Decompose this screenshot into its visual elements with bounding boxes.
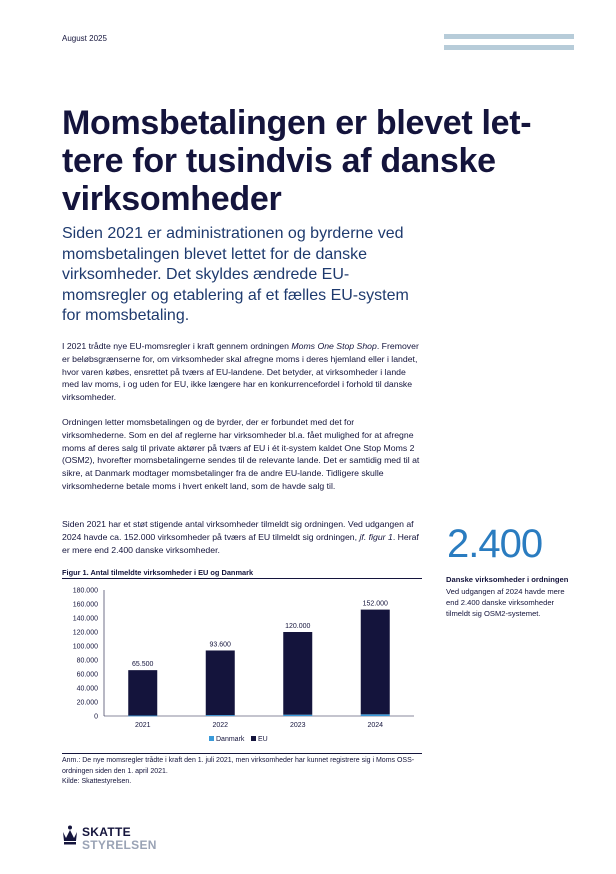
legend-label: Danmark — [216, 736, 245, 743]
y-tick-label: 0 — [94, 713, 98, 721]
body-paragraph-1: I 2021 trådte nye EU-momsregler i kraft gennem ordningen Moms One Stop Shop. Fremover er beløbsgrænserne for, om virksomheder skal afregne moms i deres hjemland eller i landet, hvor varen købes, ensrettet på tværs af EU-landene. Det betyder, at virksomheder i lande med lav moms, i og uden for EU, ikke længere har en konkurrencefordel i forhold til danske virksomheder. — [62, 341, 419, 403]
body-paragraph-2: Ordningen letter momsbetalingen og de byrder, der er forbundet med det for virksomhederne. Som en del af reglerne har virksomheder bl.a. fået mulighed for at afregne moms af deres salg til private aktører på tværs af EU i ét it-system kaldet One Stop Moms 2 (OSM2), hvorefter momsbetalingerne sendes til de relevante lande. Det er samtidig med til at sikre, at Danmark modtager momsbetalinger fra de andre EU-lande. Tidligere skulle virksomhederne betale moms i hvert enkelt land, som de havde salg til. — [62, 417, 420, 491]
highlight-number: 2.400 — [447, 522, 543, 566]
bar-chart — [62, 578, 422, 754]
figure-source: Kilde: Skattestyrelsen. — [62, 778, 132, 785]
figure-footnote: Anm.: De nye momsregler trådte i kraft den 1. juli 2021, men virksomheder har kunnet registrere sig i Moms OSS-ordningen siden den 1. april 2021. — [62, 757, 415, 775]
bar-danmark-2021 — [128, 716, 157, 717]
y-tick-label: 80.000 — [76, 657, 98, 665]
y-tick-label: 140.000 — [72, 615, 98, 623]
data-label: 65.500 — [132, 661, 154, 669]
body-paragraph-3: Siden 2021 har et støt stigende antal virksomheder tilmeldt sig ordningen. Ved udgangen af 2024 havde ca. 152.000 virksomheder på tværs af EU tilmeldt sig ordningen, jf. figur 1. Heraf er mere end 2.400 danske virksomheder. — [62, 519, 419, 555]
y-tick-label: 60.000 — [76, 671, 98, 679]
y-tick-label: 160.000 — [72, 601, 98, 609]
publication-date: August 2025 — [62, 34, 107, 43]
y-tick-label: 120.000 — [72, 629, 98, 637]
x-tick-label: 2021 — [134, 722, 151, 729]
crown-logo-icon — [60, 824, 80, 846]
data-label: 93.600 — [209, 641, 231, 649]
y-tick-label: 100.000 — [72, 643, 98, 651]
bar-eu-2022 — [206, 650, 235, 715]
x-tick-label: 2022 — [212, 722, 229, 729]
header-stripe — [444, 34, 574, 39]
legend-swatch-danmark — [209, 736, 214, 741]
bar-eu-2024 — [361, 610, 390, 715]
data-label: 152.000 — [362, 600, 388, 608]
figure-notes — [62, 756, 422, 788]
page-title: Momsbetalingen er blevet lettere for tusindvis af danske virksomheder — [62, 104, 532, 218]
y-tick-label: 40.000 — [76, 685, 98, 693]
data-label: 120.000 — [285, 623, 311, 630]
sidebar-text: Ved udgangen af 2024 havde mere end 2.400 danske virksomheder tilmeldt sig OSM2-systemet. — [446, 587, 565, 618]
figure-title: Figur 1. Antal tilmeldte virksomheder i EU og Danmark — [62, 568, 254, 577]
lead-paragraph: Siden 2021 er administrationen og byrderne ved momsbetalingen blevet lettet for de danske virksomheder. Det skyldes ændrede EU-momsregler og etablering af et fælles EU-system for momsbetaling. — [62, 225, 409, 324]
bar-eu-2021 — [128, 670, 157, 715]
y-tick-label: 180.000 — [72, 587, 98, 595]
bar-danmark-2024 — [361, 714, 390, 716]
x-tick-label: 2023 — [289, 722, 306, 729]
header-stripe — [444, 45, 574, 50]
bar-danmark-2022 — [206, 715, 235, 716]
logo-text-primary: SKATTE — [82, 825, 131, 839]
legend-label: EU — [258, 736, 268, 743]
y-tick-label: 20.000 — [76, 699, 98, 707]
x-tick-label: 2024 — [367, 722, 384, 729]
logo-text-secondary: STYRELSEN — [82, 838, 157, 852]
legend-swatch-eu — [251, 736, 256, 741]
bar-eu-2023 — [283, 632, 312, 715]
sidebar-heading: Danske virksomheder i ordningen — [446, 575, 569, 584]
bar-danmark-2023 — [283, 715, 312, 716]
